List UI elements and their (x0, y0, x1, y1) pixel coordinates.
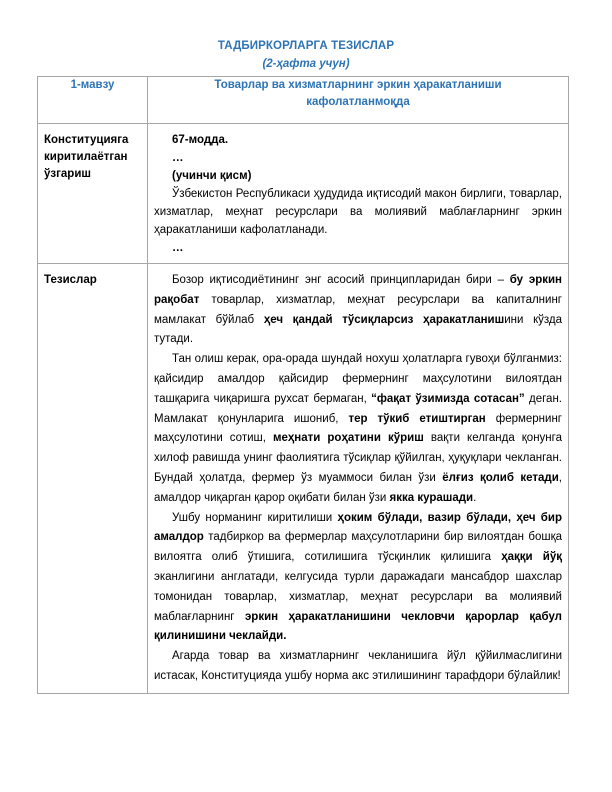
amendment-label: Конституцияга киритилаётган ўзгариш (44, 134, 129, 180)
article-part: (учинчи қисм) (172, 170, 252, 182)
thesis-table (37, 76, 569, 694)
document-subtitle: (2-ҳафта учун) (262, 58, 350, 70)
ellipsis-bottom: … (172, 242, 184, 254)
theses-text-cell (148, 264, 569, 694)
amendment-text-cell (148, 124, 569, 264)
theses-label-cell (38, 264, 148, 694)
topic-number-cell (38, 77, 148, 124)
table-header-row (38, 77, 569, 124)
thesis-paragraph-4: Агарда товар ва хизматларнинг чекланишига йўл қўйилмаслигини истасак, Конституцияда ушбу норма акс этилишининг тарафдори бўлайлик! (154, 650, 562, 682)
topic-title: Товарлар ва хизматларнинг эркин ҳаракатланиши кафолатланмоқда (214, 79, 502, 108)
theses-row (38, 264, 569, 694)
thesis-paragraph-2: Тан олиш керак, ора-орада шундай ноxуш ҳолатларга гувоҳи бўлганмиз: қайсидир амалдор қайсидир фермернинг маҳсулотини вилоятдан ташқарига чиқаришга рухсат бермаган, “фақат ўзимизда сотасан” деган. Мамлакат қонунларига ишониб, тер тўкиб етиштирган фермернинг маҳсулотини сотиш, меҳнати роҳатини кўриш вақти келганда қонунга хилоф равишда унинг фаолиятига тўсиқлар қўйилган, ҳуқуқлари чекланган. Бундай ҳолатда, фермер ўз муаммоси билан ўзи ёлғиз қолиб кетади, амалдор чиқарган қарор оқибати билан ўзи якка курашади. (154, 353, 562, 504)
topic-number: 1-мавзу (70, 79, 115, 91)
amendment-label-cell (38, 124, 148, 264)
amendment-row (38, 124, 569, 264)
article-number: 67-модда. (172, 134, 229, 146)
topic-title-cell (148, 77, 569, 124)
document-title: ТАДБИРКОРЛАРГА ТЕЗИСЛАР (217, 40, 395, 52)
thesis-paragraph-1: Бозор иқтисодиётининг энг асосий принципларидан бири – бу эркин рақобат товарлар, хизматлар, меҳнат ресурслари ва капиталнинг мамлакат бўйлаб ҳеч қандай тўсиқларсиз ҳаракатланишини кўзда тутади. (154, 274, 563, 346)
ellipsis-top: … (172, 152, 184, 164)
thesis-paragraph-3: Ушбу норманинг киритилиши ҳоким бўлади, вазир бўлади, ҳеч бир амалдор тадбиркор ва фермерлар маҳсулотларини бир вилоятдан бошқа вилоятга олиб ўтишига, сотилишига тўсқинлик қилишига ҳаққи йўқ эканлигини англатади, келгусида турли даражадаги мансабдор шахслар томонидан товарлар, хизматлар, меҳнат ресурслари ва молиявий маблағларнинг эркин ҳаракатланишини чекловчи қарорлар қабул қилинишини чеклайди. (154, 511, 563, 643)
article-text: Ўзбекистон Республикаси ҳудудида иқтисодий макон бирлиги, товарлар, хизматлар, меҳнат ресурслари ва молиявий маблағларнинг эркин ҳаракатланиши кафолатланади. (154, 188, 562, 236)
theses-label: Тезислар (44, 274, 97, 286)
